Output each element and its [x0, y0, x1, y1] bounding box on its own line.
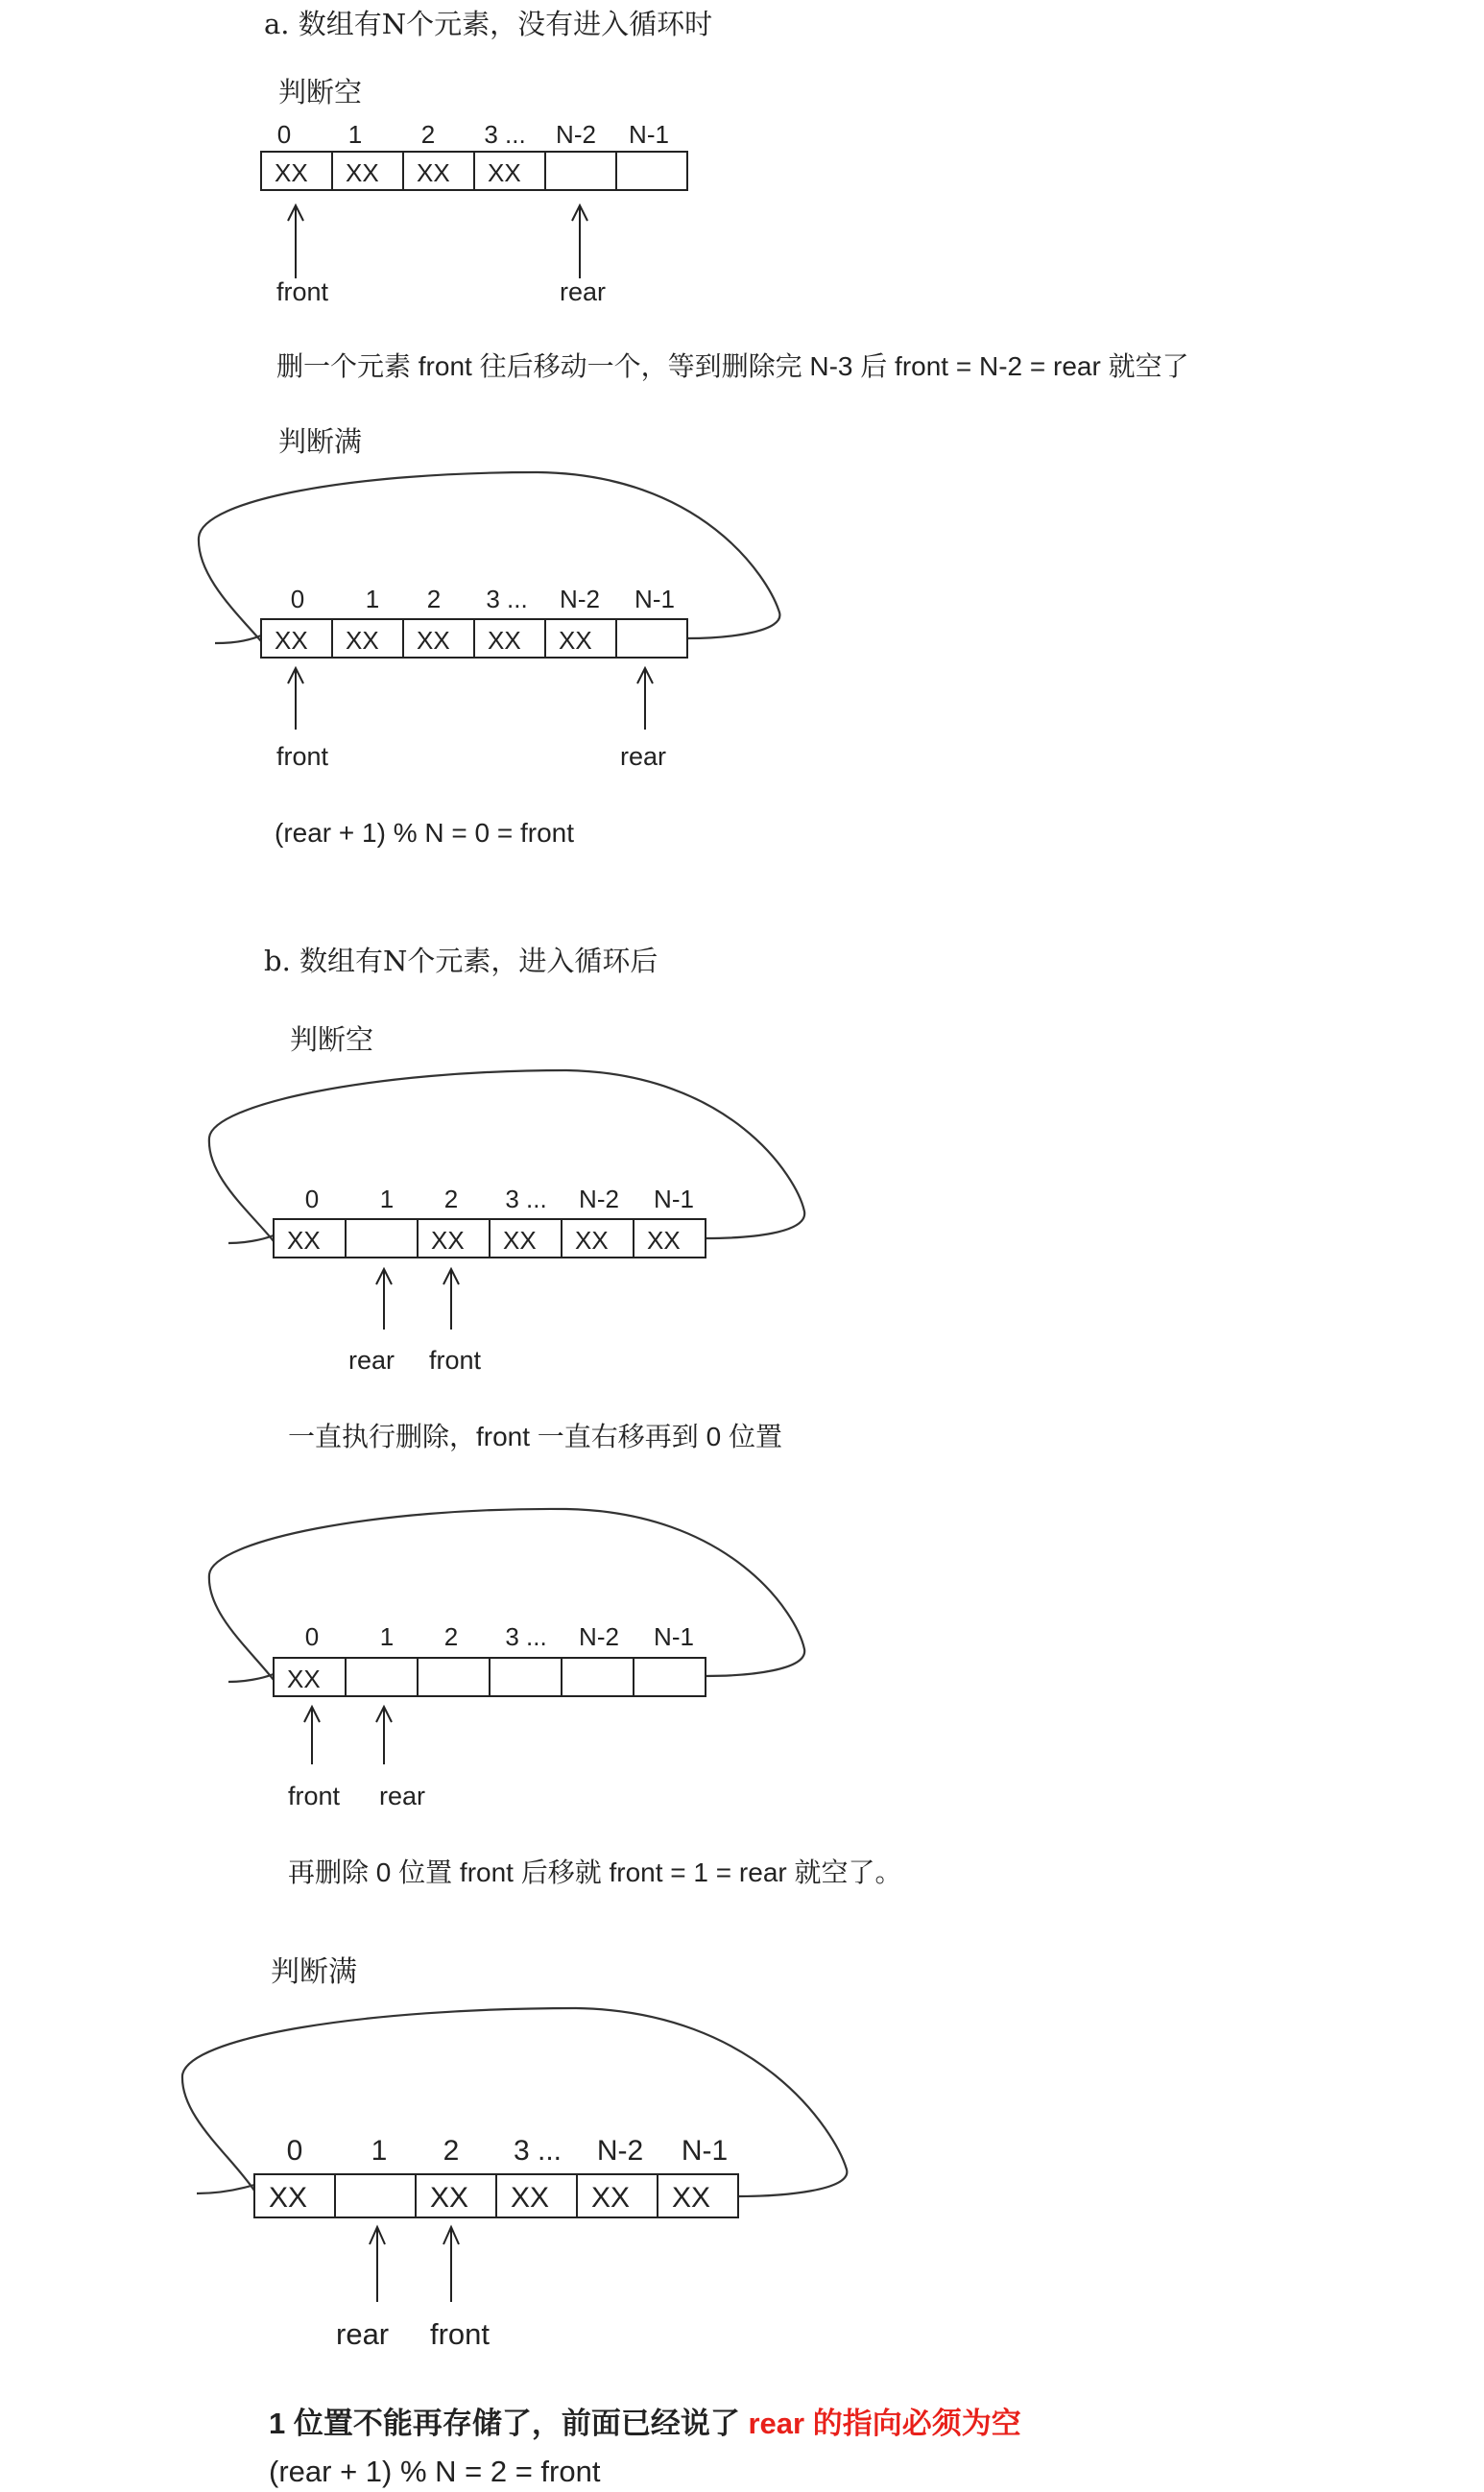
rear-label: rear	[379, 1782, 426, 1810]
index-label: 1	[379, 1185, 395, 1213]
a-full-formula: (rear + 1) % N = 0 = front	[275, 818, 575, 848]
b-empty2-indices	[305, 1622, 694, 1651]
wraparound-curve	[182, 2008, 847, 2196]
cell-value: XX	[269, 2182, 308, 2214]
b-full-formula: (rear + 1) % N = 2 = front	[269, 2455, 601, 2488]
array-cell	[634, 1658, 706, 1696]
front-arrow-icon	[443, 1269, 459, 1330]
b-empty-note: 一直执行删除，front 一直右移再到 0 位置	[288, 1422, 782, 1451]
note-highlight: rear 的指向必须为空	[748, 2407, 1021, 2440]
front-arrow-icon	[443, 2227, 459, 2302]
rear-arrow-icon	[376, 1707, 392, 1764]
cell-value: XX	[503, 1226, 537, 1255]
cell-value: XX	[647, 1226, 681, 1255]
cell-value: XX	[287, 1665, 321, 1693]
index-label: N-2	[579, 1622, 619, 1651]
b-empty-array	[274, 1219, 706, 1258]
index-label: 1	[379, 1622, 395, 1651]
index-label: N-2	[579, 1185, 619, 1213]
index-label: 3 ...	[505, 1185, 547, 1213]
wraparound-curve	[199, 472, 779, 641]
index-label: N-2	[556, 120, 596, 149]
array-cell	[545, 152, 616, 190]
index-label: 2	[443, 1185, 459, 1213]
array-cell	[562, 1658, 634, 1696]
array-cell	[616, 619, 687, 658]
rear-arrow-icon	[376, 1269, 392, 1330]
rear-label: rear	[620, 742, 667, 771]
index-label: 0	[276, 120, 292, 149]
front-label: front	[288, 1782, 341, 1810]
cell-value: XX	[591, 2182, 631, 2214]
array-cell	[490, 1658, 562, 1696]
index-label: 2	[426, 585, 442, 613]
cell-value: XX	[575, 1226, 609, 1255]
b-empty2-array	[274, 1658, 706, 1696]
front-label: front	[429, 1346, 482, 1375]
wraparound-curve	[209, 1509, 804, 1680]
a-full-title: 判断满	[278, 427, 363, 458]
section-a-heading: a. 数组有N个元素，没有进入循环时	[264, 8, 713, 40]
front-label: front	[276, 742, 329, 771]
b-full-array	[254, 2174, 738, 2217]
note-plain: 1 位置不能再存储了，前面已经说了	[269, 2407, 749, 2440]
rear-arrow-icon	[637, 668, 653, 730]
array-cell	[335, 2174, 416, 2217]
cell-value: XX	[430, 2182, 469, 2214]
rear-label: rear	[560, 277, 607, 306]
a-empty-title: 判断空	[278, 78, 363, 108]
array-cell	[346, 1658, 418, 1696]
wraparound-tail	[228, 1674, 274, 1682]
cell-value: XX	[431, 1226, 465, 1255]
cell-value: XX	[346, 158, 379, 187]
index-label: N-1	[634, 585, 675, 613]
cell-value: XX	[346, 626, 379, 655]
wraparound-tail	[197, 2185, 254, 2193]
index-label: 1	[371, 2135, 388, 2167]
front-label: front	[430, 2317, 491, 2351]
index-label: 2	[420, 120, 436, 149]
cell-value: XX	[417, 626, 450, 655]
index-label: N-1	[654, 1622, 694, 1651]
index-label: N-2	[596, 2135, 644, 2167]
index-label: N-1	[654, 1185, 694, 1213]
index-label: 3 ...	[484, 120, 526, 149]
b-empty2-note: 再删除 0 位置 front 后移就 front = 1 = rear 就空了。	[288, 1857, 902, 1887]
b-full-indices	[287, 2135, 729, 2167]
cell-value: XX	[488, 158, 521, 187]
index-label: 0	[304, 1622, 320, 1651]
index-label: 0	[286, 2135, 303, 2167]
rear-label: rear	[348, 1346, 395, 1375]
index-label: 3 ...	[505, 1622, 547, 1651]
index-label: N-1	[629, 120, 669, 149]
front-label: front	[276, 277, 329, 306]
front-arrow-icon	[304, 1707, 320, 1764]
section-b-heading: b. 数组有N个元素，进入循环后	[264, 945, 658, 977]
cell-value: XX	[275, 626, 308, 655]
index-label: 0	[290, 585, 305, 613]
b-full-note	[269, 2407, 1021, 2441]
rear-arrow-icon	[572, 205, 587, 278]
cell-value: XX	[559, 626, 592, 655]
wraparound-tail	[215, 635, 261, 643]
index-label: 1	[365, 585, 380, 613]
wraparound-curve	[209, 1070, 804, 1241]
cell-value: XX	[672, 2182, 711, 2214]
a-full-indices	[291, 585, 675, 613]
cell-value: XX	[287, 1226, 321, 1255]
index-label: 1	[347, 120, 363, 149]
index-label: 2	[443, 2135, 460, 2167]
front-arrow-icon	[288, 668, 303, 730]
wraparound-tail	[228, 1235, 274, 1243]
array-cell	[616, 152, 687, 190]
index-label: 3 ...	[513, 2135, 562, 2167]
index-label: N-2	[560, 585, 600, 613]
a-empty-indices	[277, 120, 669, 149]
array-cell	[346, 1219, 418, 1258]
cell-value: XX	[275, 158, 308, 187]
a-full-array	[261, 619, 687, 658]
index-label: 0	[304, 1185, 320, 1213]
cell-value: XX	[488, 626, 521, 655]
array-cell	[418, 1658, 490, 1696]
index-label: 2	[443, 1622, 459, 1651]
a-empty-note: 删一个元素 front 往后移动一个，等到删除完 N-3 后 front = N-2 = rear 就空了	[276, 351, 1189, 381]
rear-label: rear	[336, 2317, 390, 2351]
b-empty-title: 判断空	[290, 1025, 374, 1056]
index-label: 3 ...	[486, 585, 528, 613]
b-full-title: 判断满	[271, 1956, 357, 1988]
cell-value: XX	[511, 2182, 550, 2214]
front-arrow-icon	[288, 205, 303, 278]
cell-value: XX	[417, 158, 450, 187]
b-empty-indices	[305, 1185, 694, 1213]
rear-arrow-icon	[370, 2227, 385, 2302]
index-label: N-1	[681, 2135, 729, 2167]
a-empty-array	[261, 152, 687, 190]
